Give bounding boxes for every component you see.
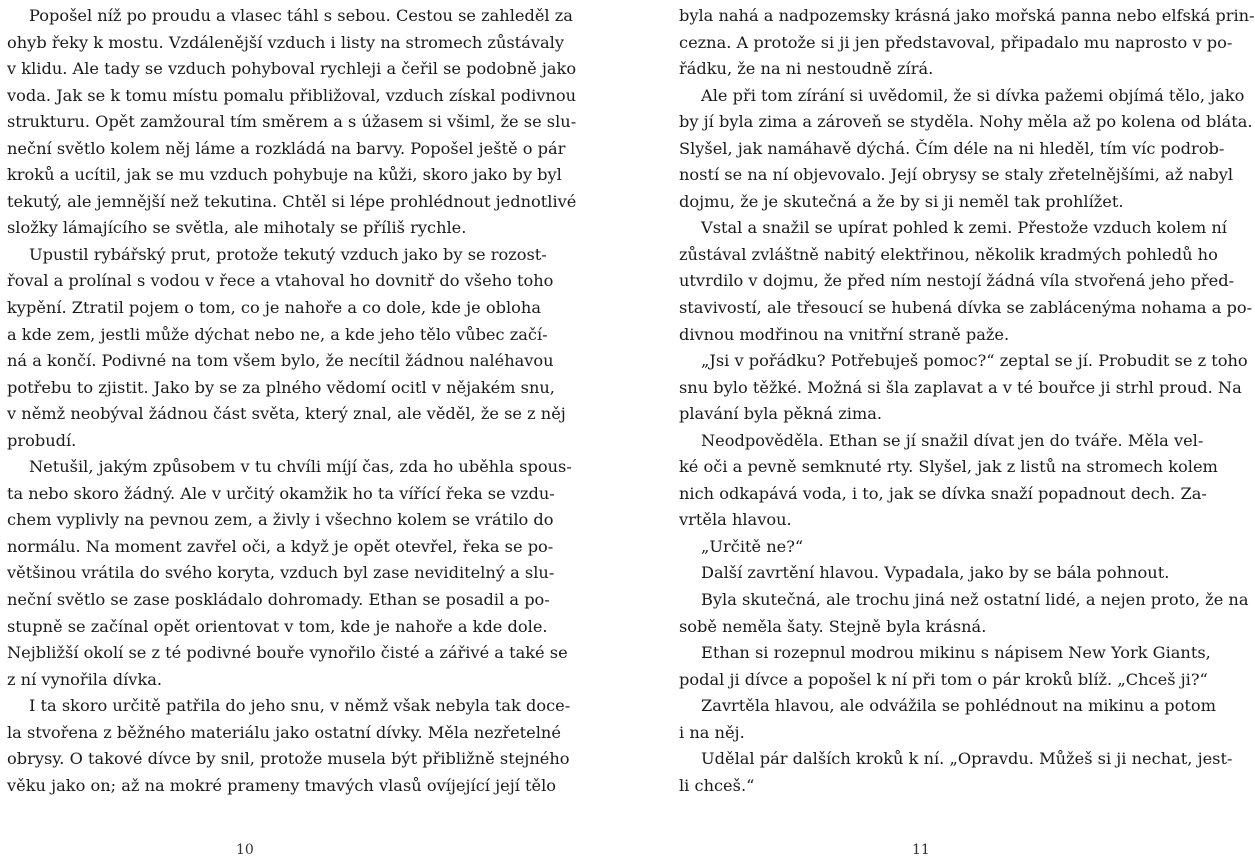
text-line: ností se na ní objevovalo. Její obrysy se staly zřetelnějšími, až nabyl xyxy=(679,165,1234,185)
text-line: nich odkapává voda, i to, jak se dívka snaží popadnout dech. Za- xyxy=(679,483,1207,503)
text-line: ta nebo skoro žádný. Ale v určitý okamžik ho ta vířící řeka se vzdu- xyxy=(7,483,555,503)
text-line: řádku, že na ni nestoudně zírá. xyxy=(679,59,934,79)
right-page-text xyxy=(679,3,1255,799)
text-line: by jí byla zima a zároveň se styděla. Nohy měla až po kolena od bláta. xyxy=(679,112,1253,132)
left-page-text xyxy=(7,3,577,799)
text-line: chem vyplivly na pevnou zem, a živly i všechno kolem se vrátilo do xyxy=(7,510,554,530)
text-line: dojmu, že je skutečná a že by si ji neměl tak prohlížet. xyxy=(679,191,1124,211)
text-line: řoval a prolínal s vodou v řece a vtahoval ho dovnitř do všeho toho xyxy=(7,271,554,291)
text-line: obrysy. O takové dívce by snil, protože musela být přibližně stejného xyxy=(7,749,570,769)
text-line: cezna. A protože si ji jen představoval, připadalo mu naprosto v po- xyxy=(679,32,1233,52)
text-line: a kde zem, jestli může dýchat nebo ne, a kde jeho tělo vůbec začí- xyxy=(7,324,548,344)
text-line: i na něj. xyxy=(679,722,745,742)
text-line: Nejbližší okolí se z té podivné bouře vynořilo čisté a zářivé a také se xyxy=(7,643,568,663)
text-line: kroků a ucítil, jak se mu vzduch pohybuje na kůži, skoro jako by byl xyxy=(7,165,562,185)
page-number-left: 10 xyxy=(236,842,254,858)
text-line: Udělal pár dalších kroků k ní. „Opravdu. Můžeš si ji nechat, jest- xyxy=(701,749,1233,769)
text-line: vrtěla hlavou. xyxy=(679,510,792,530)
text-line: Upustil rybářský prut, protože tekutý vzduch jako by se rozost- xyxy=(29,244,547,264)
text-line: věku jako on; až na mokré prameny tmavých vlasů ovíjející její tělo xyxy=(7,775,557,795)
text-line: ná a končí. Podivné na tom všem bylo, že necítil žádnou naléhavou xyxy=(7,351,554,371)
text-line: I ta skoro určitě patřila do jeho snu, v němž však nebyla tak doce- xyxy=(29,696,571,716)
text-line: Vstal a snažil se upírat pohled k zemi. Přestože vzduch kolem ní xyxy=(701,218,1227,238)
text-line: Netušil, jakým způsobem v tu chvíli míjí čas, zda ho uběhla spous- xyxy=(29,457,572,477)
text-line: zůstával zvláštně nabitý elektřinou, několik kradmých pohledů ho xyxy=(679,244,1218,264)
text-line: neční světlo se zase poskládalo dohromady. Ethan se posadil a po- xyxy=(7,590,550,610)
text-line: stavivostí, ale třesoucí se hubená dívka se zablácenýma nohama a po- xyxy=(679,298,1253,318)
text-line: podal ji dívce a popošel k ní při tom o pár kroků blíž. „Chceš ji?“ xyxy=(679,669,1208,689)
text-line: divnou modřinou na vnitřní straně paže. xyxy=(679,324,1010,344)
text-line: Byla skutečná, ale trochu jiná než ostatní lidé, a nejen proto, že na xyxy=(701,590,1249,610)
text-line: složky lámajícího se světla, ale mihotaly se příliš rychle. xyxy=(7,218,467,238)
text-line: normálu. Na moment zavřel oči, a když je opět otevřel, řeka se po- xyxy=(7,536,554,556)
text-line: tekutý, ale jemnější než tekutina. Chtěl si lépe prohlédnout jednotlivé xyxy=(7,191,577,211)
text-line: plavání byla pěkná zima. xyxy=(679,404,883,424)
text-line: Další zavrtění hlavou. Vypadala, jako by se bála pohnout. xyxy=(701,563,1170,583)
text-line: Ethan si rozepnul modrou mikinu s nápisem New York Giants, xyxy=(701,643,1211,663)
text-line: „Určitě ne?“ xyxy=(701,536,804,556)
text-line: byla nahá a nadpozemsky krásná jako mořská panna nebo elfská prin- xyxy=(679,6,1255,25)
right-page xyxy=(590,0,1255,863)
text-line: v němž neobýval žádnou část světa, který znal, ale věděl, že se z něj xyxy=(7,404,566,424)
text-line: kypění. Ztratil pojem o tom, co je nahoře a co dole, kde je obloha xyxy=(7,298,541,318)
text-line: ké oči a pevně semknuté rty. Slyšel, jak z listů na stromech kolem xyxy=(679,457,1218,477)
text-line: „Jsi v pořádku? Potřebuješ pomoc?“ zeptal se jí. Probudit se z toho xyxy=(701,351,1248,371)
text-line: probudí. xyxy=(7,430,77,450)
page-number-right: 11 xyxy=(912,842,930,858)
text-line: neční světlo kolem něj láme a rozkládá na barvy. Popošel ještě o pár xyxy=(7,138,566,158)
text-line: voda. Jak se k tomu místu pomalu přibližoval, vzduch získal podivnou xyxy=(7,85,577,105)
text-line: strukturu. Opět zamžoural tím směrem a s úžasem si všiml, že se slu- xyxy=(7,112,577,132)
text-line: Ale při tom zírání si uvědomil, že si dívka pažemi objímá tělo, jako xyxy=(701,85,1245,105)
left-page xyxy=(0,0,590,863)
text-line: la stvořena z běžného materiálu jako ostatní dívky. Měla nezřetelné xyxy=(7,722,561,742)
text-line: většinou vrátila do svého koryta, vzduch byl zase neviditelný a slu- xyxy=(7,563,555,583)
text-line: Popošel níž po proudu a vlasec táhl s sebou. Cestou se zahleděl za xyxy=(29,6,573,25)
text-line: potřebu to zjistit. Jako by se za plného vědomí ocitl v nějakém snu, xyxy=(7,377,555,397)
text-line: v klidu. Ale tady se vzduch pohyboval rychleji a čeřil se podobně jako xyxy=(7,59,577,79)
text-line: snu bylo těžké. Možná si šla zaplavat a v té bouřce ji strhl proud. Na xyxy=(679,377,1242,397)
text-line: Slyšel, jak namáhavě dýchá. Čím déle na ni hleděl, tím víc podrob- xyxy=(679,138,1225,158)
text-line: ohyb řeky k mostu. Vzdálenější vzduch i listy na stromech zůstávaly xyxy=(7,32,564,52)
text-line: li chceš.“ xyxy=(679,775,755,795)
text-line: Zavrtěla hlavou, ale odvážila se pohlédnout na mikinu a potom xyxy=(701,696,1217,716)
text-line: sobě neměla šaty. Stejně byla krásná. xyxy=(679,616,987,636)
text-line: Neodpověděla. Ethan se jí snažil dívat jen do tváře. Měla vel- xyxy=(701,430,1204,450)
text-line: utvrdilo v dojmu, že před ním nestojí žádná víla stvořená jeho před- xyxy=(679,271,1235,291)
text-line: stupně se začínal opět orientovat v tom, kde je nahoře a kde dole. xyxy=(7,616,548,636)
text-line: z ní vynořila dívka. xyxy=(7,669,163,689)
